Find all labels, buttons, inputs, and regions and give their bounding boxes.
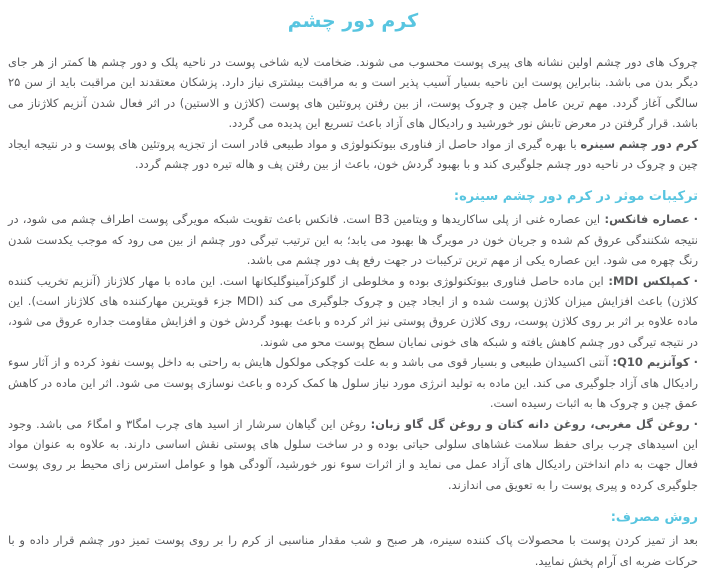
product-paragraph-rest: با بهره گیری از مواد حاصل از فناوری بیوتکنولوژی و مواد طبیعی قادر است از تجزیه پروتئین های پوست و در نتیجه ایجاد چین و چروک در ناحیه دور چشم جلوگیری کند و با بهبود گردش خون، باعث از بین رفتن پف و هاله تیره دور چشم گردد. xyxy=(8,136,698,172)
ingredient-term: عصاره فانکس: xyxy=(604,212,690,227)
usage-paragraph: بعد از تمیز کردن پوست با محصولات پاک کننده سینره، هر صبح و شب مقدار مناسبی از کرم را بر روی پوست تمیز دور چشم قرار داده و با حرکات ضربه ای آرام پخش نمایید. xyxy=(8,533,698,568)
ingredient-term: روغن گل مغربی، روغن دانه کتان و روغن گل گاو زبان: xyxy=(370,416,690,431)
ingredient-item xyxy=(8,414,698,496)
ingredient-term: کمپلکس MDI: xyxy=(608,273,690,288)
product-paragraph xyxy=(8,134,698,175)
ingredients-list xyxy=(8,209,698,495)
usage-heading: روش مصرف: xyxy=(610,510,698,526)
ingredient-term: کوآنزیم Q10: xyxy=(612,355,690,370)
page-title: کرم دور چشم xyxy=(287,10,419,32)
bullet-dot: · xyxy=(693,416,698,431)
ingredient-description: روغن این گیاهان سرشار از اسید های چرب امگا۳ و امگا۶ می باشد. وجود این اسیدهای چرب برای حفظ سلامت غشاهای سلولی حیاتی بوده و در ساخت سلول های پوستی نقش اساسی دارند. به علاوه به عنوان مواد فعال جهت به دام انداختن رادیکال های آزاد عمل می نماید و از اثرات سوء نور خورشید، آلودگی هوا و عوامل استرس زای محیط بر روی پوست جلوگیری کرده و پیری پوست را به تعویق می اندازند. xyxy=(8,416,698,492)
ingredient-item xyxy=(8,352,698,413)
ingredient-description: آنتی اکسیدان طبیعی و بسیار قوی می باشد و به علت کوچکی مولکول هایش به راحتی به داخل پوست نفوذ کرده و از آثار سوء رادیکال های آزاد جلوگیری می کند. این ماده به تولید انرژی مورد نیاز سلول ها کمک کرده و باعث نوسازی پوست می شود. اثر این ماده در کاهش عمق چین و چروک ها به اثبات رسیده است. xyxy=(8,355,698,411)
intro-paragraph: چروک های دور چشم اولین نشانه های پیری پوست محسوب می شوند. ضخامت لایه شاخی پوست در ناحیه پلک و دور چشم ها کمتر از هر جای دیگر بدن می باشد. بنابراین پوست این ناحیه بسیار آسیب پذیر است و به مراقبت بیشتری نیاز دارد. پزشکان معتقدند این مراقبت باید از سن ۲۵ سالگی آغاز گردد. مهم ترین عامل چین و چروک پوست، از بین رفتن پروتئین های پوست (کلاژن و الاستین) در اثر فعال شدن آنزیم کلاژناز می باشد. قرار گرفتن در معرض تابش نور خورشید و رادیکال های آزاد باعث تسریع این پدیده می گردد. xyxy=(8,55,698,131)
ingredient-description: این عصاره غنی از پلی ساکاریدها و ویتامین B3 است. فانکس باعث تقویت شبکه مویرگی پوست اطراف چشم می شود، در نتیجه شکنندگی عروق کم شده و جریان خون در مویرگ ها بهبود می یابد؛ به این ترتیب تیرگی دور چشم از بین می رود که موجب یکدست شدن رنگ چهره می شود. این عصاره یکی از مهم ترین ترکیبات در جهت رفع پف دور چشم می باشد. xyxy=(8,212,698,268)
ingredient-description: این ماده حاصل فناوری بیوتکنولوژی بوده و مخلوطی از گلوکزآمینوگلیکانها است. این ماده با مهار کلاژناز (آنزیم تخریب کننده کلاژن) باعث افزایش میزان کلاژن پوست شده و از ایجاد چین و چروک جلوگیری می کند (MDI جزء قویترین مهارکننده های کلاژناز است). این ماده علاوه بر اثر بر روی کلاژن پوست، روی کلاژن عروق پوستی نیز اثر کرده و باعث بهبود گردش خون و افزایش مقاومت جداره عروق می شود، در نتیجه تیرگی دور چشم کاهش یافته و شبکه های خونی نمایان سطح پوست محو می شوند. xyxy=(8,273,698,349)
bullet-dot: · xyxy=(693,355,698,370)
ingredient-item xyxy=(8,209,698,270)
bullet-dot: · xyxy=(693,273,698,288)
bullet-dot: · xyxy=(693,212,698,227)
ingredients-heading: ترکیبات موثر در کرم دور چشم سینره: xyxy=(453,189,698,205)
ingredient-item xyxy=(8,271,698,353)
product-name-bold: کرم دور چشم سینره xyxy=(580,136,699,151)
